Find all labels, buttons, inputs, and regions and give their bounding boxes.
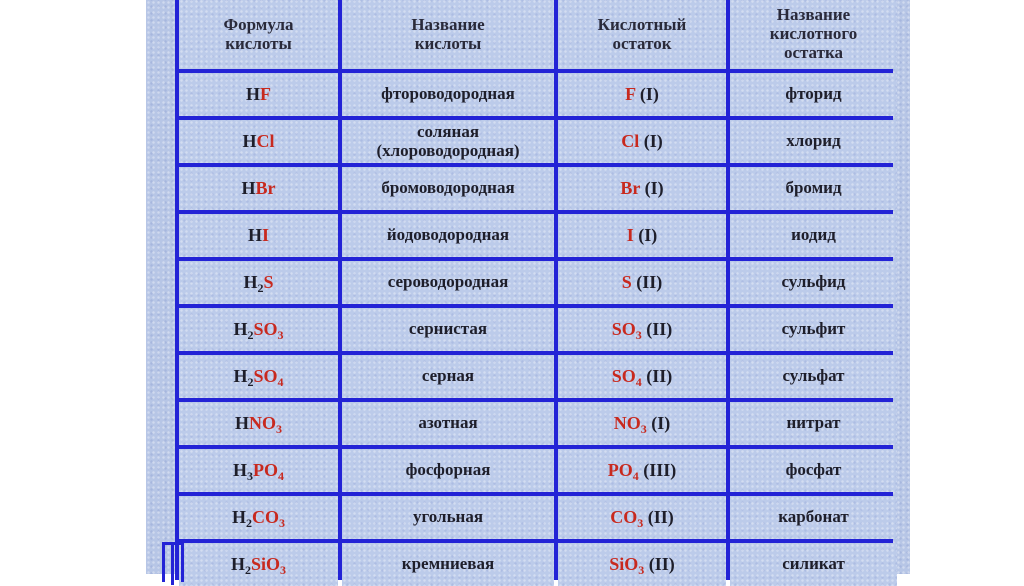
formula-part: CO (252, 506, 279, 527)
formula-part: SO (253, 318, 278, 339)
formula-part: SO (611, 318, 636, 339)
acid-residue-cell (558, 120, 726, 163)
residue-name-cell (730, 449, 897, 492)
acid-name-text: фосфорная (405, 460, 491, 480)
subscript: 3 (637, 515, 644, 530)
acid-name-text: бромоводородная (381, 178, 515, 198)
residue-name-cell (730, 167, 897, 210)
formula-part: (III) (638, 459, 677, 480)
acid-residue-cell (558, 402, 726, 445)
formula-part: S (621, 271, 632, 292)
formula-part: H (230, 553, 245, 574)
acid-name-text: йодоводородная (386, 225, 510, 245)
formula-part: SO (253, 365, 278, 386)
residue-name-text: сульфат (782, 366, 845, 386)
acid-formula-cell (179, 261, 338, 304)
residue-name-cell (730, 120, 897, 163)
formula-part: SiO (251, 553, 281, 574)
header-text-line: Формула (223, 14, 294, 34)
formula-part: H (232, 459, 247, 480)
residue-name-cell (730, 261, 897, 304)
residue-name-cell (730, 496, 897, 539)
acid-formula-cell (179, 120, 338, 163)
residue-name-text: фторид (785, 84, 842, 104)
acid-residue-cell (558, 73, 726, 116)
formula-part: PO (253, 459, 278, 480)
acid-residue-cell (558, 543, 726, 586)
residue-name-cell (730, 355, 897, 398)
acid-name-text: сернистая (408, 319, 488, 339)
subscript: 4 (278, 468, 284, 483)
formula-part: H (234, 412, 249, 433)
formula-part: H (243, 271, 258, 292)
subscript: 3 (247, 468, 253, 483)
acid-name-cell (342, 449, 554, 492)
header-text-line: кислоты (225, 33, 292, 53)
header-text-line: Кислотный (597, 14, 687, 34)
subscript: 3 (640, 421, 647, 436)
formula-part: H (247, 224, 262, 245)
formula-part: Cl (256, 130, 275, 151)
acid-residue-cell (558, 355, 726, 398)
residue-name-text: хлорид (786, 131, 841, 151)
acid-formula-cell (179, 355, 338, 398)
acid-name-text: кремниевая (401, 554, 495, 574)
formula-part: S (263, 271, 274, 292)
header-acid-name (342, 0, 554, 69)
formula-part: Br (255, 177, 276, 198)
formula-part: Br (620, 177, 641, 198)
acid-name-cell (342, 167, 554, 210)
formula-part: SiO (609, 553, 639, 574)
header-text-line: кислоты (414, 33, 482, 53)
residue-name-text: сульфид (781, 272, 846, 292)
acid-formula-cell (179, 73, 338, 116)
acid-name-cell (342, 402, 554, 445)
formula-part: F (260, 83, 271, 104)
subscript: 2 (245, 562, 251, 577)
acid-residue-cell (558, 496, 726, 539)
acid-residue-cell (558, 214, 726, 257)
subscript: 3 (280, 562, 287, 577)
acid-residue-cell (558, 167, 726, 210)
formula-part: H (233, 318, 248, 339)
formula-part: H (242, 130, 257, 151)
acid-name-cell (342, 73, 554, 116)
header-residue-name (730, 0, 897, 69)
residue-name-text: фосфат (785, 460, 842, 480)
subscript: 4 (635, 374, 642, 389)
acid-residue-cell (558, 261, 726, 304)
subscript: 3 (277, 327, 284, 342)
residue-name-text: карбонат (778, 507, 849, 527)
acid-name-text: сероводородная (387, 272, 509, 292)
formula-part: (II) (641, 318, 673, 339)
header-text-line: остатка (783, 42, 844, 62)
subscript: 2 (247, 327, 254, 342)
acid-name-cell (342, 496, 554, 539)
formula-part: (II) (644, 553, 675, 574)
formula-part: H (241, 177, 256, 198)
formula-part: F (625, 83, 636, 104)
acid-residue-cell (558, 308, 726, 351)
formula-part: (I) (646, 412, 671, 433)
subscript: 3 (276, 421, 282, 436)
formula-part: I (626, 224, 634, 245)
subscript: 2 (257, 280, 264, 295)
acid-formula-cell (179, 308, 338, 351)
header-text-line: остаток (612, 33, 672, 53)
acid-name-cell (342, 355, 554, 398)
formula-part: H (245, 83, 260, 104)
formula-part: (I) (639, 130, 663, 151)
acid-name-text: азотная (418, 413, 478, 433)
acid-formula-cell (179, 167, 338, 210)
acid-name-text: соляная (416, 121, 480, 141)
header-residue (558, 0, 726, 69)
residue-name-cell (730, 308, 897, 351)
residue-name-text: силикат (782, 554, 845, 574)
subscript: 3 (279, 515, 285, 530)
slide-corner-mark (162, 542, 184, 582)
acid-residue-cell (558, 449, 726, 492)
subscript: 4 (632, 468, 639, 483)
formula-part: (II) (631, 271, 663, 292)
formula-part: (II) (643, 506, 674, 527)
acid-formula-cell (179, 402, 338, 445)
formula-part: (I) (633, 224, 658, 245)
formula-part: Cl (621, 130, 640, 151)
formula-part: (I) (640, 177, 664, 198)
acid-formula-cell (179, 214, 338, 257)
formula-part: (II) (641, 365, 673, 386)
formula-part: PO (607, 459, 633, 480)
header-text-line: Название (776, 5, 851, 25)
formula-part: NO (249, 412, 276, 433)
acid-name-cell (342, 308, 554, 351)
subscript: 2 (247, 374, 254, 389)
acid-formula-cell (179, 449, 338, 492)
subscript: 3 (638, 562, 645, 577)
acid-name-text: фтороводородная (381, 84, 515, 104)
subscript: 2 (246, 515, 252, 530)
residue-name-cell (730, 543, 897, 586)
formula-part: H (233, 365, 248, 386)
acid-name-cell (342, 214, 554, 257)
residue-name-cell (730, 402, 897, 445)
residue-name-cell (730, 214, 897, 257)
residue-name-text: иодид (791, 225, 836, 245)
header-text-line: кислотного (769, 24, 858, 44)
acid-name-text: (хлороводородная) (376, 140, 520, 160)
acid-name-cell (342, 543, 554, 586)
header-text-line: Название (411, 14, 485, 34)
acid-name-text: угольная (412, 507, 484, 527)
residue-name-text: бромид (785, 178, 842, 198)
header-formula (179, 0, 338, 69)
acid-formula-cell (179, 543, 338, 586)
formula-part: CO (610, 506, 638, 527)
acid-name-text: серная (421, 366, 475, 386)
subscript: 4 (277, 374, 284, 389)
residue-name-text: сульфит (781, 319, 846, 339)
residue-name-text: нитрат (786, 413, 841, 433)
residue-name-cell (730, 73, 897, 116)
acid-name-cell (342, 120, 554, 163)
formula-part: NO (613, 412, 641, 433)
formula-part: SO (611, 365, 636, 386)
acids-table (175, 0, 893, 580)
formula-part: (I) (635, 83, 659, 104)
acid-name-cell (342, 261, 554, 304)
formula-part: H (231, 506, 246, 527)
subscript: 3 (635, 327, 642, 342)
acid-formula-cell (179, 496, 338, 539)
formula-part: I (262, 224, 270, 245)
